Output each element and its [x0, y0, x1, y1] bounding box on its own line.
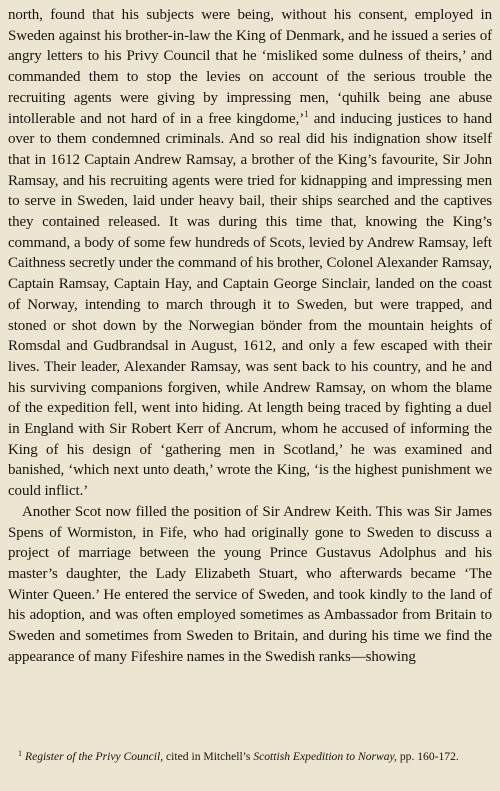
paragraph-2: [8, 502, 492, 668]
footnote: [18, 746, 490, 765]
footnote-pages: pp. 160-172.: [396, 750, 459, 763]
footnote-mark: 1: [18, 749, 22, 758]
paragraph-2-text: Another Scot now filled the position of Sir Andrew Keith. This was Sir James Spens of Wormiston, in Fife, who had originally gone to Sweden to discuss a project of marriage between the young Prince Gustavus Adolphus and his master’s daughter, the Lady Elizabeth Stuart, who afterwards became ‘The Winter Queen.’ He entered the service of Sweden, and took kindly to the land of his adoption, and was often employed sometimes as Ambassador from Britain to Sweden and sometimes from Sweden to Britain, and during his time we find the appearance of many Fifeshire names in the Swedish ranks—showing: [8, 503, 492, 665]
footnote-citation: cited in Mitchell’s: [163, 750, 254, 763]
body-text: [8, 5, 492, 668]
footnote-book-title: Scottish Expedition to Norway,: [253, 750, 397, 763]
footnote-source-title: Register of the Privy Council,: [25, 750, 164, 763]
paragraph-1-text-a: north, found that his subjects were being, without his consent, employed in Sweden against his brother-in-law the King of Denmark, and he issued a series of angry letters to his Privy Council that he ‘misliked some dulness of theirs,’ and commanded them to stop the levies on account of the serious trouble the recruiting agents were giving by impressing men, ‘quhilk being ane abuse intollerable and not hard of in a free kingdome,’: [8, 7, 492, 127]
paragraph-1: [8, 5, 492, 502]
book-page: [8, 5, 492, 786]
paragraph-1-text-b: and inducing justices to hand over to them condemned criminals. And so real did his indignation show itself that in 1612 Captain Andrew Ramsay, a brother of the King’s favourite, Sir John Ramsay, and his recruiting agents were tried for kidnapping and impressing men to serve in Sweden, laid under heavy bail, their ships searched and the captives they contained released. It was during this time that, knowing the King’s command, a body of some few hundreds of Scots, levied by Andrew Ramsay, left Caithness secretly under the command of his brother, Colonel Alexander Ramsay, Captain Ramsay, Captain Hay, and Captain George Sinclair, landed on the coast of Norway, intending to march through it to Sweden, but were trapped, and stoned or shot down by the Norwegian bönder from the mountain heights of Romsdal and Gudbrandsal in August, 1612, and only a few escaped with their lives. Their leader, Alexander Ramsay, was sent back to his country, and he and his surviving companions forgiven, while Andrew Ramsay, on whom the blame of the expedition fell, went into hiding. At length being traced by fighting a duel in England with Sir Robert Kerr of Ancrum, whom he accused of informing the King of his design of ‘gathering men in Scotland,’ he was examined and banished, ‘which next unto death,’ wrote the King, ‘is the highest punishment we could inflict.’: [8, 110, 493, 500]
footnote-reference: 1: [304, 108, 309, 119]
